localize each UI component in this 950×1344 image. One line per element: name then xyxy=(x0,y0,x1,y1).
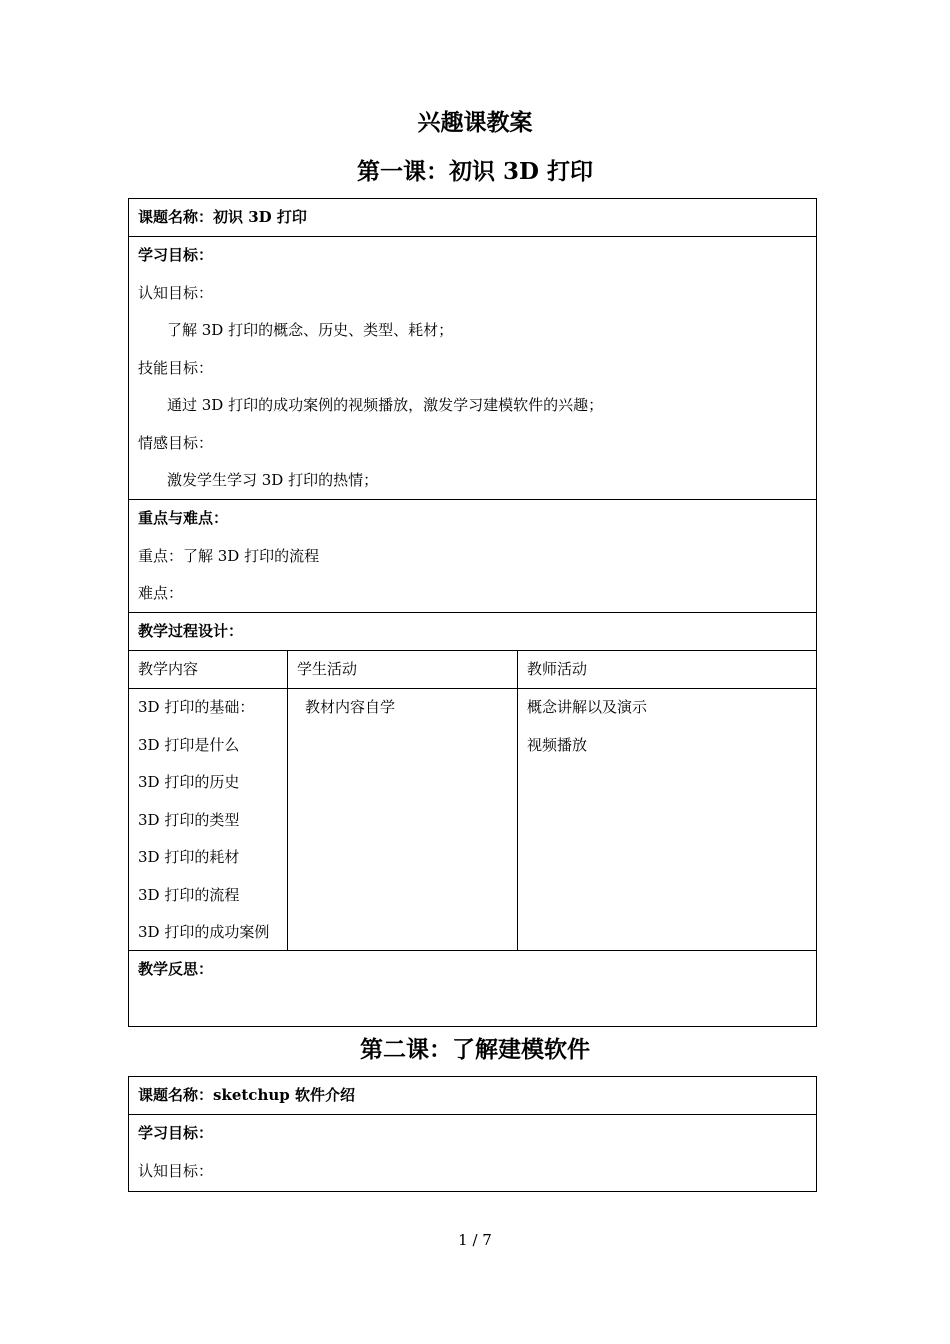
lesson1-heading: 第一课：初识 3D 打印 xyxy=(357,158,593,185)
emotion-text: 激发学生学习 3D 打印的热情； xyxy=(167,471,379,489)
goals-section xyxy=(129,237,816,500)
lesson1-plan-table xyxy=(128,198,817,1027)
teacher-activity: 概念讲解以及演示 xyxy=(527,698,648,716)
key-points-label: 重点与难点： xyxy=(138,509,229,527)
lesson2-heading: 第二课：了解建模软件 xyxy=(360,1036,590,1063)
cognitive-text: 了解 3D 打印的概念、历史、类型、耗材； xyxy=(167,321,454,339)
lesson2-plan-table xyxy=(128,1076,817,1192)
difficulty: 难点： xyxy=(138,584,184,602)
process-label-row xyxy=(129,613,816,651)
topic-name: 课题名称：sketchup 软件介绍 xyxy=(138,1086,355,1104)
column-header-teacher: 教师活动 xyxy=(527,660,588,678)
content-item: 3D 打印的成功案例 xyxy=(138,923,270,941)
student-cell xyxy=(288,689,518,950)
key-point: 重点：了解 3D 打印的流程 xyxy=(138,546,320,565)
page-number: 1 / 7 xyxy=(458,1231,492,1249)
content-item: 3D 打印的类型 xyxy=(138,810,240,829)
topic-row xyxy=(129,1077,816,1115)
skill-text: 通过 3D 打印的成功案例的视频播放，激发学习建模软件的兴趣； xyxy=(167,396,604,414)
content-item: 3D 打印的基础： xyxy=(138,698,255,716)
emotion-label: 情感目标： xyxy=(138,433,214,452)
goals-label: 学习目标： xyxy=(138,246,214,264)
student-activity: 教材内容自学 xyxy=(305,698,396,716)
cognitive-label: 认知目标： xyxy=(138,1161,214,1180)
teacher-cell xyxy=(518,689,816,950)
teacher-activity: 视频播放 xyxy=(527,735,588,754)
reflection-section xyxy=(129,951,816,1026)
column-header-student: 学生活动 xyxy=(297,660,358,678)
goals-section xyxy=(129,1115,816,1191)
goals-label: 学习目标： xyxy=(138,1124,214,1142)
document-title: 兴趣课教案 xyxy=(417,109,533,136)
process-label: 教学过程设计： xyxy=(138,622,244,640)
content-item: 3D 打印是什么 xyxy=(138,735,240,754)
reflection-label: 教学反思： xyxy=(138,960,214,978)
process-header-row xyxy=(129,651,816,689)
column-header-content: 教学内容 xyxy=(138,660,199,678)
content-item: 3D 打印的历史 xyxy=(138,773,240,791)
cognitive-label: 认知目标： xyxy=(138,283,214,302)
topic-name: 课题名称：初识 3D 打印 xyxy=(138,208,307,226)
key-points-section xyxy=(129,500,816,613)
process-body-row xyxy=(129,689,816,951)
skill-label: 技能目标： xyxy=(138,358,214,377)
content-item: 3D 打印的耗材 xyxy=(138,848,240,866)
content-item: 3D 打印的流程 xyxy=(138,885,240,904)
content-cell xyxy=(129,689,288,950)
topic-row xyxy=(129,199,816,237)
